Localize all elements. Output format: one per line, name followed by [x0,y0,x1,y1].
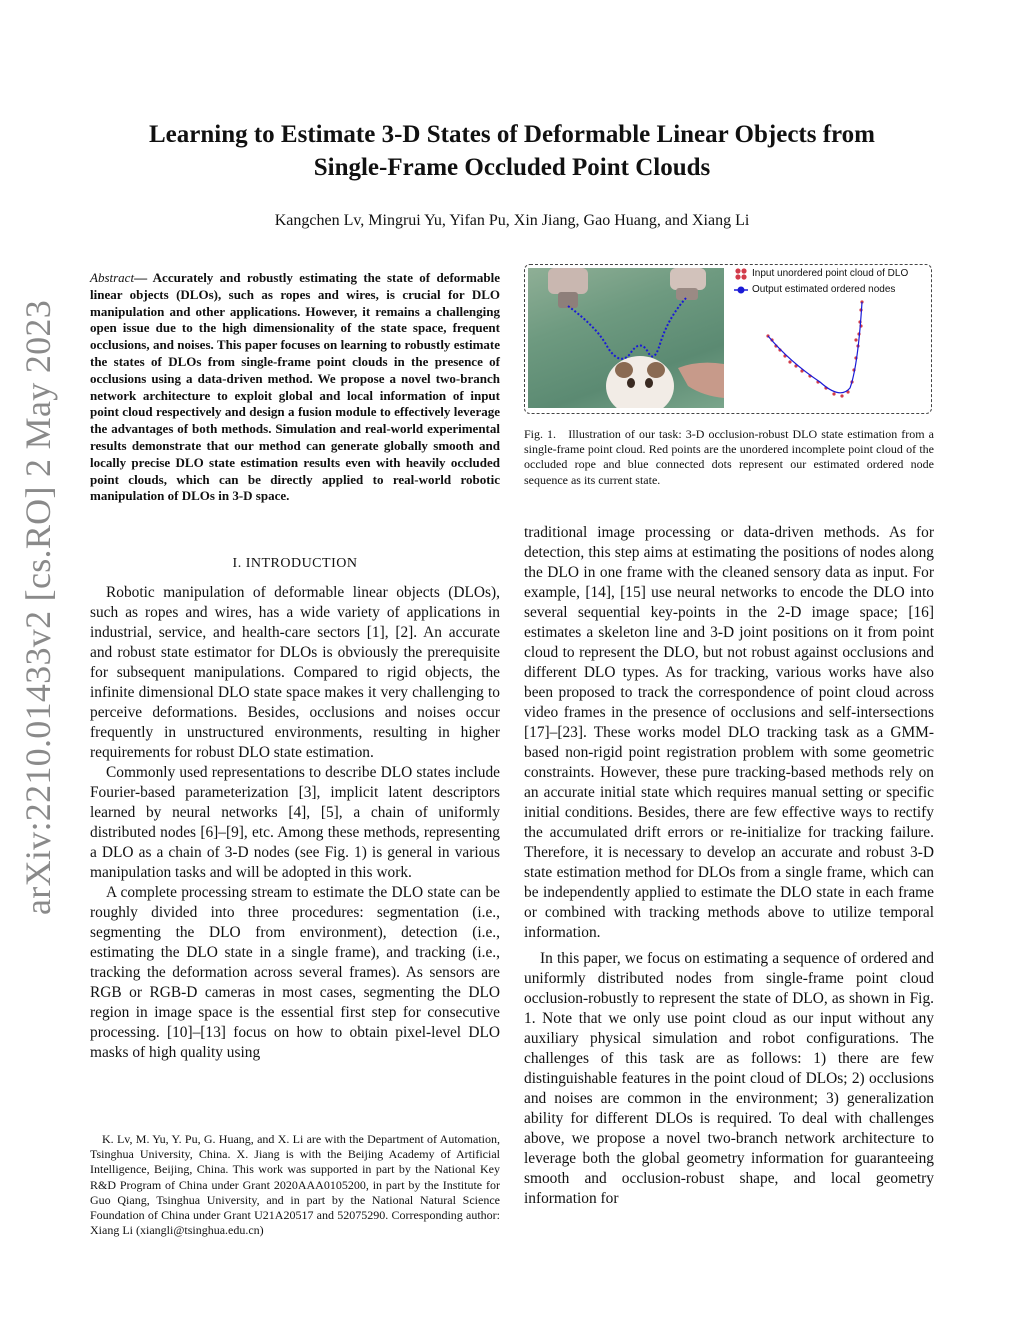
footnote [90,1132,500,1238]
paragraph: traditional image processing or data-driven methods. As for detection, this step aims at estimating the positions of nodes along the DLO in one frame with the cleaned sensory data as input. For example, [14], [15] use neural networks to encode the DLO into several sequential key-points in the 2-D image space; [16] estimates a skeleton line and 3-D joint positions on it from point cloud to represent the DLO, but not robust against occlusions and different DLO types. As for tracking, various works have also been proposed to track the correspondence of point cloud across video frames in the presence of occlusions and self-intersections [17]–[23]. These works model DLO tracking task as a GMM-based non-rigid point registration problem with some geometric constraints. However, these pure tracking-based methods rely on an accurate initial state which requires manual setting or specific initial conditions. Besides, there are few effective ways to rectify the accumulated drift errors or re-initialize for tracking failure. Therefore, it is necessary to develop an accurate and robust 3-D state estimation method for DLOs from a single frame, which can be independently applied to estimate the DLO state in each frame or combined with tracking methods above to utilize temporal information. [524,524,934,941]
paper-title [90,118,934,184]
robot-arm-left [548,268,588,294]
robot-arm-right [670,268,706,290]
abstract-label: Abstract [90,270,135,285]
paragraph: A complete processing stream to estimate the DLO state can be roughly divided into three procedures: segmentation (i.e., segmenting the DLO from environment), detection (i.e., estimating the DLO state in a single frame), and tracking (i.e., tracking the deformation across several frames). As sensors are RGB or RGB-D cameras in most cases, segmenting the DLO region in image space is the essential first step for consecutive processing. [10]–[13] focus on how to obtain pixel-level DLO masks of high quality using [90,884,500,1061]
estimated-node-chain [768,302,862,393]
section-heading-introduction: I. INTRODUCTION [232,556,358,571]
caption-label: Fig. 1. [524,427,557,441]
abstract [90,270,500,505]
blue-nodes-icon [734,283,748,297]
point-cloud-plot [740,296,920,408]
robot-scene-illustration [528,268,724,408]
caption-text: Illustration of our task: 3-D occlusion-robust DLO state estimation from a single-frame point cloud. Red points are the unordered incomplete point cloud of the occluded rope and blue connected dots represent our estimated ordered node sequence as its current state. [524,427,934,487]
paragraph: Commonly used representations to describe DLO states include Fourier-based parameterization [3], implicit latent descriptors learned by neural networks [4], [5], a chain of uniformly distributed nodes [6]–[9], etc. Among these methods, representing a DLO as a chain of 3-D nodes (see Fig. 1) is general in various manipulation tasks and will be adopted in this work. [90,764,500,881]
paragraph: Robotic manipulation of deformable linear objects (DLOs), such as ropes and wires, has a wide variety of applications in industrial, service, and health-care sectors [1], [2]. An accurate and robust state estimator for DLOs is obviously the prerequisite for subsequent manipulations. Compared to rigid objects, the infinite dimensional DLO state space makes it very challenging to perceive deformations. Besides, occlusions and noises occur frequently in unstructured environments, resulting in higher requirements for robust DLO state estimation. [90,584,500,761]
authors: Kangchen Lv, Mingrui Yu, Yifan Pu, Xin Jiang, Gao Huang, and Xiang Li [274,212,750,229]
human-hand [678,363,724,398]
footnote-text: K. Lv, M. Yu, Y. Pu, G. Huang, and X. Li are with the Department of Automation, Tsinghua University, China. X. Jiang is with the Beijing Academy of Artificial Intelligence, Beijing, China. This work was supported in part by the National Key R&D Program of China under Grant 2020AAA0105200, in part by the Institute for Guo Qiang, Tsinghua University, and in part by the National Natural Science Foundation of China under Grant U21A20517 and 52075290. Corresponding author: Xiang Li (xiangli@tsinghua.edu.cn) [90,1132,500,1238]
point-cloud-points [766,300,863,397]
legend-item-input [734,266,908,282]
estimated-rope-nodes [568,298,686,359]
left-column-body [90,583,500,1063]
title-line-1: Learning to Estimate 3-D States of Deformable Linear Objects from [148,121,876,148]
title-line-2: Single-Frame Occluded Point Clouds [313,154,711,181]
abstract-text: — Accurately and robustly estimating the state of deformable linear objects (DLOs), such as ropes and wires, is crucial for DLO manipulation and other applications. However, it remains a challenging open issue due to the high dimensionality of the state space, frequent occlusions, and noises. This paper focuses on learning to robustly estimate the states of DLOs from single-frame point clouds in the presence of occlusions using a data-driven method. We propose a novel two-branch network architecture to exploit global and local information of input point cloud respectively and design a fusion module to effectively leverage the advantages of both methods. Simulation and real-world experimental results demonstrate that our method can generate globally smooth and locally precise DLO state estimation results even with heavily occluded point clouds, which can be directly applied to real-world robotic manipulation of DLOs in 3-D space. [90,270,500,504]
arxiv-stamp: arXiv:2210.01433v2 [cs.RO] 2 May 2023 [18,299,58,915]
figure-1-photo [528,268,724,408]
figure-1-caption [524,427,934,488]
legend-input-label: Input unordered point cloud of DLO [752,268,909,279]
red-points-icon [734,267,748,281]
panda-toy [606,356,674,408]
right-column-body [524,523,934,1209]
paragraph: In this paper, we focus on estimating a sequence of ordered and uniformly distributed nodes from single-frame point cloud occlusion-robustly to represent the state of DLO, as shown in Fig. 1. Note that we only use point cloud as our input without any auxiliary physical simulation and robot configurations. The challenges of this task are as follows: 1) there are few distinguishable features in the point cloud of DLOs; 2) occlusions and noises are common in the environment; 3) generalization ability for different DLOs is required. To deal with challenges above, we propose a novel two-branch network architecture to leverage both the global geometry information for guaranteeing smooth and occlusion-robust shape, and local geometry information for [524,950,934,1207]
legend-output-label: Output estimated ordered nodes [752,284,896,295]
figure-1-legend [734,266,908,298]
